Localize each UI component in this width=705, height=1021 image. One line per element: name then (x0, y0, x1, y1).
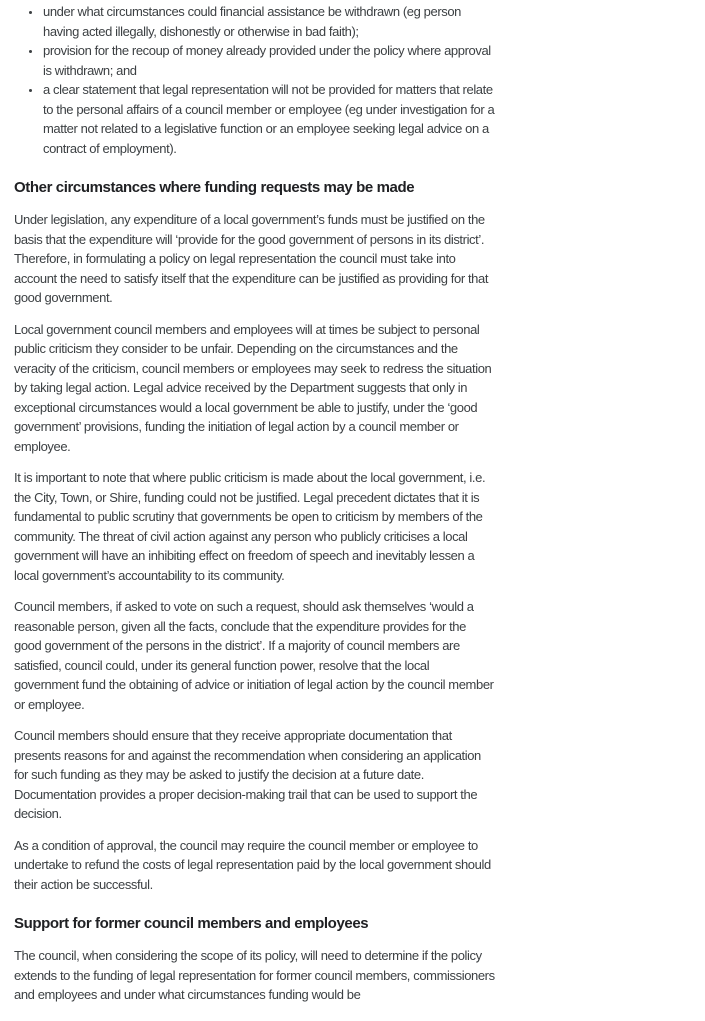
paragraph: Council members should ensure that they receive appropriate documentation that presents reasons for and against the recommendation when considering an application for such funding as they may be asked to justify the decision at a future date. Documentation provides a proper decision-making trail that can be used to support the decision. (14, 728, 481, 821)
policy-provisions-list (14, 2, 496, 158)
list-item: • provision for the recoup of money already provided under the policy where approval is withdrawn; and (42, 41, 496, 80)
paragraph: It is important to note that where public criticism is made about the local government, i.e. the City, Town, or Shire, funding could not be justified. Legal precedent dictates that it is fundamental to public scrutiny that governments be open to criticism by members of the community. The threat of civil action against any person who publicly criticises a local government will have an inhibiting effect on freedom of speech and inevitably lessen a local government’s accountability to its community. (14, 470, 486, 583)
paragraph: Local government council members and employees will at times be subject to personal public criticism they consider to be unfair. Depending on the circumstances and the veracity of the criticism, council members or employees may seek to redress the situation by taking legal action. Legal advice received by the Department suggests that only in exceptional circumstances would a local government be able to justify, under the ‘good government’ provisions, funding the initiation of legal action by a council member or employee. (14, 321, 492, 454)
section-heading-other-circumstances: Other circumstances where funding requests may be made (14, 179, 415, 196)
paragraph: The council, when considering the scope of its policy, will need to determine if the policy extends to the funding of legal representation for former council members, commissioners and employees and under what circumstances funding would be (14, 948, 495, 1002)
paragraph: Council members, if asked to vote on such a request, should ask themselves ‘would a reasonable person, given all the facts, conclude that the expenditure provides for the good government of the persons in the district’. If a majority of council members are satisfied, council could, under its general function power, resolve that the local government fund the obtaining of advice or initiation of legal action by the council member or employee. (14, 599, 494, 712)
list-item: • under what circumstances could financial assistance be withdrawn (eg person having acted illegally, dishonestly or otherwise in bad faith); (42, 2, 496, 41)
paragraph: Under legislation, any expenditure of a local government’s funds must be justified on the basis that the expenditure will ‘provide for the good government of persons in its district’. Therefore, in formulating a policy on legal representation the council must take into account the need to satisfy itself that the expenditure can be justified as providing for that good government. (14, 212, 489, 305)
list-item: • a clear statement that legal representation will not be provided for matters that relate to the personal affairs of a council member or employee (eg under investigation for a matter not related to a legislative function or an employee seeking legal advice on a contract of employment). (42, 80, 496, 158)
paragraph: As a condition of approval, the council may require the council member or employee to undertake to refund the costs of legal representation paid by the local government should their action be successful. (14, 837, 491, 892)
section-heading-former-members: Support for former council members and employees (14, 915, 369, 932)
